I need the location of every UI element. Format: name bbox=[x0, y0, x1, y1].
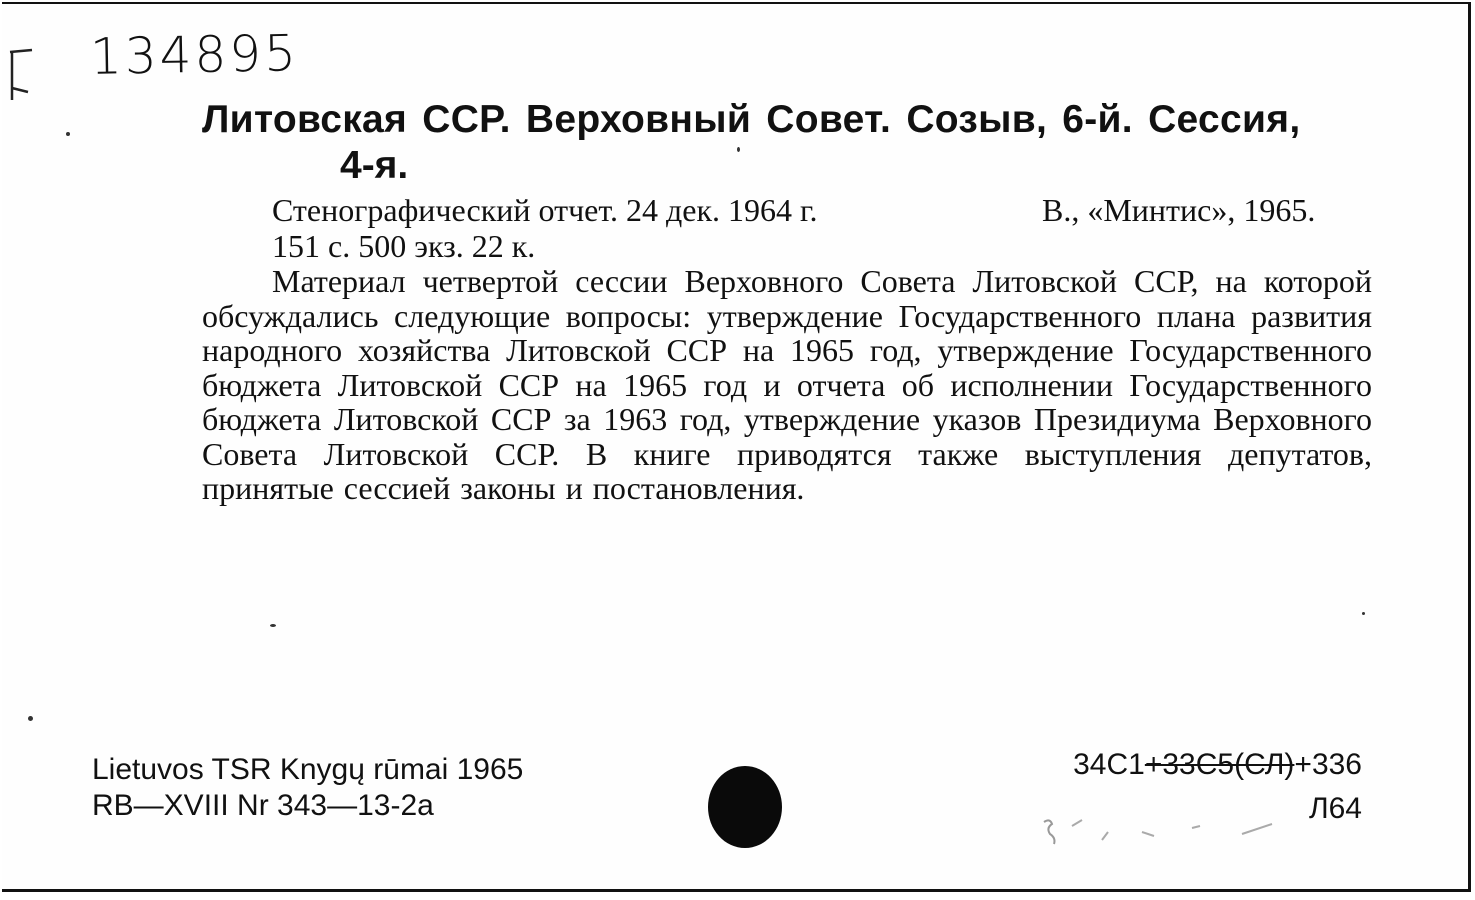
speck bbox=[737, 147, 740, 152]
imprint-publisher: В., «Минтис», 1965. bbox=[1042, 192, 1316, 228]
annotation-text: Материал четвертой сессии Верховного Совета Литовской ССР, на которой обсуждались следующие вопросы: утверждение Государственного плана развития народного хозяйства Литовской ССР на 1965 год, утверждение Государственного бюджета Литовской ССР на 1965 год и отчета об исполнении Государственного бюджета Литовской ССР за 1963 год, утверждение указов Президиума Верховного Совета Литовской ССР. В книге приводятся также выступления депутатов, принятые сессией законы и постановления. bbox=[202, 263, 1372, 506]
catalog-card bbox=[2, 2, 1471, 892]
inventory-number: 134895 bbox=[89, 24, 300, 86]
pages-copies-price: 151 с. 500 экз. 22 к. bbox=[272, 228, 536, 264]
punch-hole bbox=[708, 766, 782, 848]
footer-line-1: Lietuvos TSR Knygų rūmai 1965 bbox=[92, 753, 524, 786]
card-footer-imprint bbox=[92, 752, 523, 824]
classification-suffix: +336 bbox=[1294, 748, 1362, 781]
classification-struck: +33С5(СЛ) bbox=[1144, 748, 1295, 781]
card-title: Литовская ССР. Верховный Совет. Созыв, 6-й. Сессия, bbox=[202, 98, 1301, 141]
speck bbox=[1362, 612, 1365, 615]
classification-prefix: 34С1 bbox=[1073, 748, 1145, 781]
card-title-continuation: 4-я. bbox=[340, 144, 409, 187]
footer-line-2: RB—XVIII Nr 343—13-2a bbox=[92, 789, 434, 822]
faint-smudge-marks bbox=[1042, 812, 1292, 852]
author-sign: Л64 bbox=[1308, 792, 1362, 825]
speck bbox=[66, 132, 70, 136]
classification-index bbox=[1073, 750, 1362, 780]
imprint-description: Стенографический отчет. 24 дек. 1964 г. bbox=[272, 192, 818, 228]
speck bbox=[28, 716, 33, 721]
corner-mark bbox=[6, 44, 34, 104]
speck bbox=[270, 624, 276, 627]
